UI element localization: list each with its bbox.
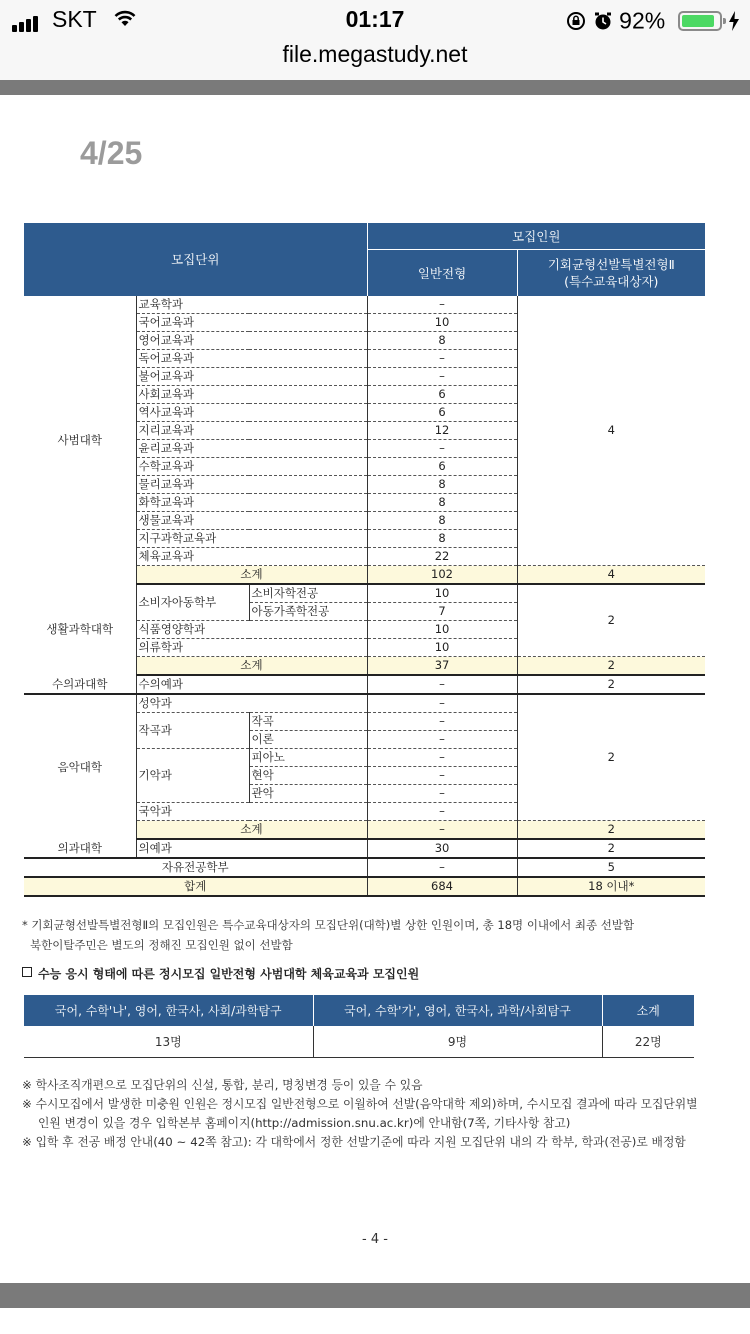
charging-icon bbox=[728, 11, 740, 31]
footnote-line: 북한이탈주민은 별도의 정해진 모집인원 없이 선발함 bbox=[30, 938, 293, 952]
address-bar[interactable] bbox=[0, 40, 750, 80]
status-bar bbox=[0, 0, 750, 40]
total-general: 684 bbox=[367, 877, 517, 896]
header-special: 기회균형선발특별전형Ⅱ (특수교육대상자) bbox=[517, 250, 705, 297]
sabeom-special: 4 bbox=[517, 296, 705, 566]
footnote-line: * 기회균형선발특별전형Ⅱ의 모집인원은 특수교육대상자의 모집단위(대학)별 상한 인원이며, 총 18명 이내에서 최종 선발함 bbox=[22, 918, 635, 932]
college-uigwa: 의과대학 bbox=[24, 839, 136, 858]
alarm-icon bbox=[593, 11, 613, 31]
clock: 01:17 bbox=[345, 6, 405, 32]
dept-name: 불어교육과 bbox=[136, 368, 367, 386]
subtotal-special: 2 bbox=[517, 657, 705, 676]
dept-general: 8 bbox=[367, 530, 517, 548]
major-name: 피아노 bbox=[249, 749, 367, 767]
subtotal-general: 102 bbox=[367, 566, 517, 585]
dept-name: 수학교육과 bbox=[136, 458, 367, 476]
dept-general: – bbox=[367, 350, 517, 368]
dept-general: 30 bbox=[367, 839, 517, 858]
dept-general: – bbox=[367, 749, 517, 767]
pe-header: 소계 bbox=[602, 995, 694, 1026]
total-special: 18 이내* bbox=[517, 877, 705, 896]
dept-name: 역사교육과 bbox=[136, 404, 367, 422]
pe-value: 9명 bbox=[313, 1026, 602, 1058]
eumak-special: 2 bbox=[517, 694, 705, 821]
pe-value: 22명 bbox=[602, 1026, 694, 1058]
dept-general: 10 bbox=[367, 584, 517, 603]
dept-name: 독어교육과 bbox=[136, 350, 367, 368]
pe-value: 13명 bbox=[24, 1026, 313, 1058]
footnote bbox=[22, 915, 634, 955]
major-name: 작곡 bbox=[249, 713, 367, 731]
group-name: 소비자아동학부 bbox=[136, 584, 249, 621]
page-footer: - 4 - bbox=[362, 1232, 388, 1247]
subtotal-special: 4 bbox=[517, 566, 705, 585]
dept-general: 6 bbox=[367, 458, 517, 476]
dept-name: 의예과 bbox=[136, 839, 367, 858]
dept-general: – bbox=[367, 767, 517, 785]
subtotal-special: 2 bbox=[517, 821, 705, 840]
dept-general: – bbox=[367, 296, 517, 314]
dept-general: – bbox=[367, 803, 517, 821]
dept-general: 10 bbox=[367, 314, 517, 332]
dept-general: – bbox=[367, 713, 517, 731]
dept-name: 영어교육과 bbox=[136, 332, 367, 350]
dept-general: – bbox=[367, 731, 517, 749]
saenghwal-special: 2 bbox=[517, 584, 705, 657]
dept-general: 8 bbox=[367, 512, 517, 530]
dept-name: 기악과 bbox=[136, 749, 249, 803]
dept-name: 소비자학전공 bbox=[249, 584, 367, 603]
subtotal-label: 소계 bbox=[136, 657, 367, 676]
dept-general: 10 bbox=[367, 621, 517, 639]
page-indicator: 4/25 bbox=[80, 135, 143, 171]
college-suui: 수의과대학 bbox=[24, 675, 136, 694]
pe-quota-table bbox=[24, 995, 694, 1058]
major-name: 관악 bbox=[249, 785, 367, 803]
subtotal-label: 소계 bbox=[136, 566, 367, 585]
quota-table bbox=[24, 223, 705, 897]
dept-name: 교육학과 bbox=[136, 296, 367, 314]
header-unit: 모집단위 bbox=[24, 223, 367, 296]
dept-general: 8 bbox=[367, 476, 517, 494]
section-heading: 수능 응시 형태에 따른 정시모집 일반전형 사범대학 체육교육과 모집인원 bbox=[22, 965, 419, 982]
document-frame-bottom bbox=[0, 1283, 750, 1308]
dept-name: 수의예과 bbox=[136, 675, 367, 694]
dept-general: 10 bbox=[367, 639, 517, 657]
dept-name: 물리교육과 bbox=[136, 476, 367, 494]
dept-name: 성악과 bbox=[136, 694, 367, 713]
dept-general: 6 bbox=[367, 404, 517, 422]
dept-name: 작곡과 bbox=[136, 713, 249, 749]
dept-general: – bbox=[367, 440, 517, 458]
dept-special: 5 bbox=[517, 858, 705, 877]
dept-general: 8 bbox=[367, 332, 517, 350]
dept-name: 체육교육과 bbox=[136, 548, 367, 566]
dept-general: 7 bbox=[367, 603, 517, 621]
dept-special: 2 bbox=[517, 675, 705, 694]
battery-percent: 92% bbox=[619, 7, 666, 34]
status-right bbox=[566, 6, 740, 34]
dept-name: 아동가족학전공 bbox=[249, 603, 367, 621]
dept-general: – bbox=[367, 785, 517, 803]
dept-name: 국악과 bbox=[136, 803, 367, 821]
college-sabeom: 사범대학 bbox=[57, 432, 102, 447]
url-text: file.megastudy.net bbox=[282, 41, 468, 67]
pe-header: 국어, 수학'나', 영어, 한국사, 사회/과학탐구 bbox=[24, 995, 313, 1026]
dept-special: 2 bbox=[517, 839, 705, 858]
dept-name: 국어교육과 bbox=[136, 314, 367, 332]
dept-name: 윤리교육과 bbox=[136, 440, 367, 458]
subtotal-label: 소계 bbox=[136, 821, 367, 840]
college-jayu: 자유전공학부 bbox=[24, 858, 367, 877]
note-item: ※ 입학 후 전공 배정 안내(40 ~ 42쪽 참고): 각 대학에서 정한 선발기준에 따라 지원 모집단위 내의 각 학부, 학과(전공)로 배정함 bbox=[22, 1135, 686, 1149]
document-frame-top bbox=[0, 80, 750, 95]
dept-general: 8 bbox=[367, 494, 517, 512]
note-item: ※ 수시모집에서 발생한 미충원 인원은 정시모집 일반전형으로 이월하여 선발(음악대학 제외)하며, 수시모집 결과에 따라 모집단위별 인원 변경이 있을 경우 입학본부 홈페이지(http://admission.snu.ac.kr)에 안내함(7쪽, 기타사항 참고) bbox=[22, 1097, 698, 1130]
dept-general: – bbox=[367, 368, 517, 386]
dept-general: 22 bbox=[367, 548, 517, 566]
major-name: 이론 bbox=[249, 731, 367, 749]
dept-name: 의류학과 bbox=[136, 639, 367, 657]
subtotal-general: – bbox=[367, 821, 517, 840]
dept-general: – bbox=[367, 858, 517, 877]
college-saenghwal: 생활과학대학 bbox=[46, 622, 114, 636]
dept-name: 생물교육과 bbox=[136, 512, 367, 530]
header-quota: 모집인원 bbox=[367, 223, 705, 250]
dept-name: 지리교육과 bbox=[136, 422, 367, 440]
dept-name: 식품영양학과 bbox=[136, 621, 367, 639]
dept-general: 6 bbox=[367, 386, 517, 404]
checkbox-square-icon bbox=[22, 967, 32, 977]
header-general: 일반전형 bbox=[367, 250, 517, 297]
dept-general: 12 bbox=[367, 422, 517, 440]
note-item: ※ 학사조직개편으로 모집단위의 신설, 통합, 분리, 명칭변경 등이 있을 수 있음 bbox=[22, 1078, 423, 1092]
notes bbox=[22, 1076, 712, 1152]
pe-header: 국어, 수학'가', 영어, 한국사, 과학/사회탐구 bbox=[313, 995, 602, 1026]
dept-name: 화학교육과 bbox=[136, 494, 367, 512]
subtotal-general: 37 bbox=[367, 657, 517, 676]
dept-general: – bbox=[367, 694, 517, 713]
carrier-name: SKT bbox=[52, 6, 97, 32]
dept-name: 사회교육과 bbox=[136, 386, 367, 404]
major-name: 현악 bbox=[249, 767, 367, 785]
total-label: 합계 bbox=[24, 877, 367, 896]
battery-icon bbox=[678, 11, 722, 31]
dept-general: – bbox=[367, 675, 517, 694]
dept-name: 지구과학교육과 bbox=[136, 530, 367, 548]
college-eumak: 음악대학 bbox=[57, 759, 102, 774]
rotation-lock-icon bbox=[566, 11, 586, 31]
